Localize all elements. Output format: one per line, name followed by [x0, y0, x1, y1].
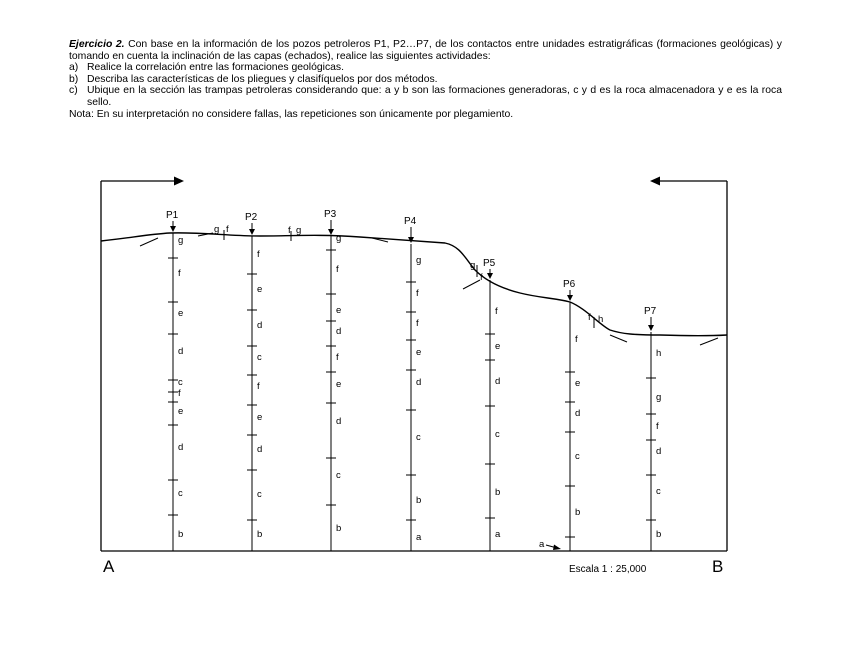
activity-marker: a) — [69, 62, 79, 74]
formation-label: g — [656, 392, 662, 403]
exercise-note: Nota: En su interpretación no considere fallas, las repeticiones son únicamente por plegamiento. — [69, 108, 514, 120]
surface-formation-label: g — [214, 224, 220, 235]
section-label-b: B — [712, 557, 724, 576]
formation-label: f — [336, 352, 339, 363]
surface-formation-label: a — [539, 539, 545, 550]
formation-label: e — [178, 308, 184, 319]
formation-label: c — [178, 488, 183, 499]
formation-label: c — [416, 432, 421, 443]
formation-label: e — [336, 379, 342, 390]
well-head-arrow-tip — [170, 226, 176, 232]
exercise-intro-text: Con base en la información de los pozos petroleros P1, P2…P7, de los contactos entre unidades estratigráficas (formaciones geológicas) y tomando en cuenta la inclinación de las capas (echados), realice las siguientes actividades: — [69, 39, 782, 62]
formation-label: g — [178, 235, 184, 246]
surface-formation-label: g — [296, 225, 302, 236]
formation-label: d — [416, 377, 422, 388]
surface-formation-label: h — [598, 314, 604, 325]
formation-label: c — [257, 352, 262, 363]
well-head-arrow-tip — [487, 273, 493, 279]
formation-label: e — [575, 378, 581, 389]
formation-label: f — [178, 388, 181, 399]
surface-formation-label: f — [480, 272, 483, 283]
a-contact-arrow-icon — [546, 545, 561, 551]
formation-label: e — [178, 406, 184, 417]
formation-label: c — [495, 429, 500, 440]
surface-formation-label: g — [470, 260, 476, 271]
formation-label: d — [656, 446, 662, 457]
formation-label: c — [656, 486, 661, 497]
formation-label: f — [656, 421, 659, 432]
section-arrow-left-icon — [101, 177, 184, 186]
surface-contact-marks — [224, 230, 594, 328]
formation-label: b — [178, 529, 184, 540]
formation-label: f — [257, 249, 260, 260]
formation-label: g — [336, 233, 342, 244]
formation-label: e — [336, 305, 342, 316]
surface-formation-label: f — [288, 225, 291, 236]
activity-marker: b) — [69, 73, 79, 85]
map-scale: Escala 1 : 25,000 — [569, 564, 647, 575]
formation-label: g — [416, 255, 422, 266]
well-name: P6 — [563, 279, 576, 290]
formation-label: e — [416, 347, 422, 358]
ground-surface-profile — [101, 233, 727, 336]
formation-label: d — [336, 326, 342, 337]
dip-symbols — [140, 233, 718, 345]
well-p2 — [245, 212, 262, 551]
well-p7 — [644, 306, 661, 551]
well-head-arrow-tip — [648, 325, 654, 331]
well-head-arrow-tip — [567, 295, 573, 301]
formation-label: d — [336, 416, 342, 427]
well-p5 — [483, 258, 501, 551]
surface-formation-label: f — [588, 312, 591, 323]
formation-label: b — [416, 495, 422, 506]
formation-label: a — [416, 532, 422, 543]
activity-marker: c) — [69, 85, 78, 97]
well-head-arrow-tip — [249, 229, 255, 235]
formation-label: e — [257, 412, 263, 423]
formation-label: d — [495, 376, 501, 387]
formation-label: b — [257, 529, 263, 540]
well-name: P7 — [644, 306, 657, 317]
well-name: P3 — [324, 209, 337, 220]
formation-label: c — [575, 451, 580, 462]
formation-label: f — [178, 268, 181, 279]
formation-label: e — [257, 284, 263, 295]
well-name: P4 — [404, 216, 417, 227]
formation-label: f — [336, 264, 339, 275]
formation-label: b — [575, 507, 581, 518]
well-name: P1 — [166, 210, 179, 221]
formation-label: d — [178, 346, 184, 357]
section-arrow-right-icon — [650, 177, 727, 186]
formation-label: b — [336, 523, 342, 534]
activity-text: Realice la correlación entre las formaciones geológicas. — [87, 62, 345, 74]
well-p1 — [166, 210, 183, 551]
formation-label: f — [416, 288, 419, 299]
formation-label: d — [575, 408, 581, 419]
surface-formation-label: f — [226, 224, 229, 235]
formation-label: c — [336, 470, 341, 481]
formation-label: e — [495, 341, 501, 352]
activity-text: Ubique en la sección las trampas petroleras considerando que: a y b son las formaciones generadoras, c y d es la roca almacenadora y e es la roca sello. — [87, 85, 782, 108]
surface-labels-layer — [214, 224, 603, 550]
well-head-arrow-tip — [328, 229, 334, 235]
well-p3 — [324, 209, 341, 551]
well-p4 — [404, 216, 422, 551]
activity-text: Describa las características de los pliegues y clasifíquelos por dos métodos. — [87, 73, 438, 85]
wells-layer — [166, 209, 661, 551]
formation-label: b — [656, 529, 662, 540]
formation-label: d — [257, 320, 263, 331]
formation-label: f — [416, 318, 419, 329]
formation-label: c — [178, 377, 183, 388]
formation-label: a — [495, 529, 501, 540]
formation-label: b — [495, 487, 501, 498]
formation-label: f — [257, 381, 260, 392]
formation-label: d — [257, 444, 263, 455]
section-label-a: A — [103, 557, 115, 576]
exercise-title: Ejercicio 2. — [69, 39, 125, 50]
formation-label: c — [257, 489, 262, 500]
well-name: P5 — [483, 258, 496, 269]
formation-label: h — [656, 348, 662, 359]
well-name: P2 — [245, 212, 258, 223]
formation-label: f — [575, 334, 578, 345]
formation-label: d — [178, 442, 184, 453]
formation-label: f — [495, 306, 498, 317]
well-p6 — [563, 279, 580, 551]
